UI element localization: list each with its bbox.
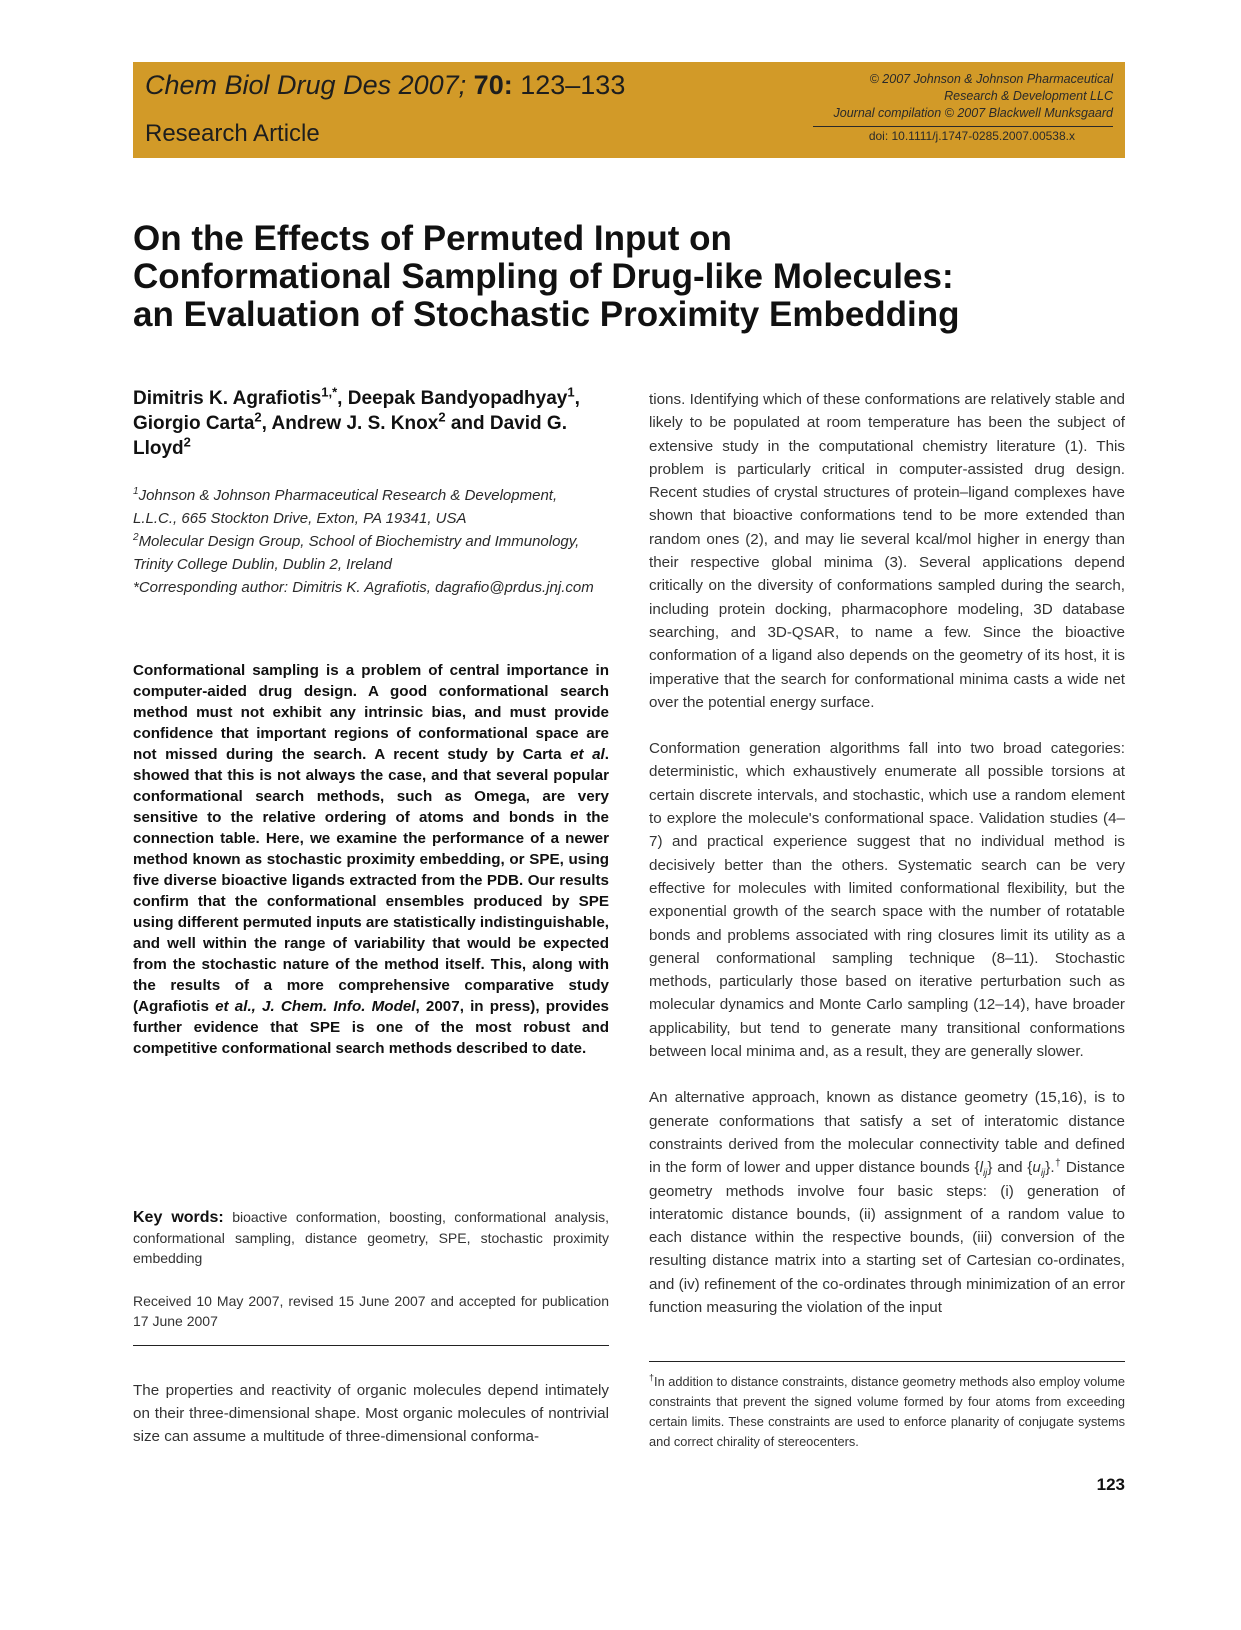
body-text: u: [1032, 1159, 1041, 1177]
journal-name: Chem Biol Drug Des 2007;: [145, 70, 467, 100]
author-name: David G. Lloyd: [133, 413, 567, 459]
affiliation: [133, 484, 603, 530]
body-paragraph: [649, 1086, 1125, 1319]
journal-citation: [145, 70, 625, 101]
author-affiliation-mark: 2: [254, 409, 262, 425]
keywords: [133, 1207, 609, 1268]
body-text: An alternative approach, known as distance geometry (15,16), is to generate conformations that satisfy a set of interatomic distance constraints derived from the molecular connectivity table and defined in the form of lower and upper distance bounds {: [649, 1089, 1125, 1177]
author-name: Dimitris K. Agrafiotis: [133, 388, 322, 409]
copyright-line: Journal compilation © 2007 Blackwell Munksgaard: [833, 106, 1113, 120]
author-affiliation-mark: 2: [183, 434, 191, 450]
abstract-text: et al: [570, 746, 605, 763]
article-type: Research Article: [145, 120, 320, 147]
affiliation-text: *Corresponding author: Dimitris K. Agrafiotis, dagrafio@prdus.jnj.com: [133, 579, 594, 596]
body-text: l: [979, 1159, 983, 1177]
title-line: an Evaluation of Stochastic Proximity Embedding: [133, 295, 960, 334]
received-dates: Received 10 May 2007, revised 15 June 2007 and accepted for publication 17 June 2007: [133, 1293, 609, 1329]
section-divider: [133, 1345, 609, 1346]
author-name: Giorgio Carta: [133, 413, 255, 434]
author-affiliation-mark: 1,*: [321, 384, 338, 400]
affiliations: [133, 484, 603, 599]
journal-volume: 70:: [473, 70, 513, 100]
footnote-divider: [649, 1361, 1125, 1362]
body-text: ij: [982, 1168, 988, 1180]
doi-link[interactable]: doi: 10.1111/j.1747-0285.2007.00538.x: [868, 129, 1075, 143]
abstract-text: , 2007, in press), provides further evidence that SPE is one of the most robust and competitive conformational search methods described to date.: [133, 998, 609, 1057]
body-text: Conformation generation algorithms fall into two broad categories: deterministic, which exhaustively enumerate all possible torsions at certain discrete intervals, and stochastic, which use a random element to explore the molecule's conformational space. Validation studies (4–7) and practical experience suggest that no individual method is decisively better than the others. Systematic search can be very effective for molecules with limited conformational flexibility, but the exponential growth of the search space with the number of rotatable bonds and problems associated with ring closures limit its utility as a general conformational sampling technique (8–11). Stochastic methods, particularly those based on iterative perturbation such as molecular dynamics and Monte Carlo sampling (12–14), have broader applicability, but tend to generate many transitional conformations between local minima and, as a result, they are generally slower.: [649, 740, 1125, 1061]
footnote-mark: †: [649, 1372, 655, 1383]
affiliation-text: Molecular Design Group, School of Biochemistry and Immunology, Trinity College Dublin, Dublin 2, Ireland: [133, 533, 580, 573]
abstract: [133, 660, 609, 1059]
affiliation: [133, 576, 603, 599]
body-text-right-column: [649, 388, 1125, 1342]
page-number: 123: [1096, 1475, 1125, 1494]
body-text: ij: [1040, 1168, 1046, 1180]
body-text: }.: [1045, 1159, 1055, 1177]
journal-pages: 123–133: [520, 70, 626, 100]
title-line: Conformational Sampling of Drug-like Molecules:: [133, 257, 954, 296]
author-separator: ,: [261, 413, 272, 434]
abstract-text: et al., J. Chem. Info. Model: [215, 998, 416, 1015]
abstract-text: Conformational sampling is a problem of central importance in computer-aided drug design. A good conformational search method must not exhibit any intrinsic bias, and must provide confidence that important regions of conformational space are not missed during the search. A recent study by Carta: [133, 662, 609, 763]
body-text: tions. Identifying which of these conformations are relatively stable and likely to be populated at room temperature has been the subject of extensive study in the computational chemistry literature (1). This problem is particularly critical in computer-assisted drug design. Recent studies of crystal structures of protein–ligand complexes have shown that bioactive conformations tend to be more extended than random ones (2), and may lie several kcal/mol higher in energy than their respective global minima (3). Several applications depend critically on the diversity of conformations sampled during the search, including protein docking, pharmacophore modeling, 3D database searching, and 3D-QSAR, to name a few. Since the bioactive conformation of a ligand also depends on the geometry of its host, it is imperative that the search for conformational minima casts a wide net over the potential energy surface.: [649, 391, 1125, 711]
body-paragraph: [649, 737, 1125, 1063]
keywords-label: Key words:: [133, 1209, 224, 1226]
affiliation-mark: 1: [133, 486, 139, 497]
author-separator: and: [445, 413, 490, 434]
intro-paragraph: The properties and reactivity of organic molecules depend intimately on their three-dimensional shape. Most organic molecules of nontrivial size can assume a multitude of three-dimensional conforma-: [133, 1382, 609, 1445]
author-name: Deepak Bandyopadhyay: [347, 388, 568, 409]
abstract-text: . showed that this is not always the case, and that several popular conformational search methods, such as Omega, are very sensitive to the relative ordering of atoms and bonds in the connection table. Here, we examine the performance of a newer method known as stochastic proximity embedding, or SPE, using five diverse bioactive ligands extracted from the PDB. Our results confirm that the conformational ensembles produced by SPE using different permuted inputs are statistically indistinguishable, and well within the range of variability that would be expected from the stochastic nature of the method itself. This, along with the results of a more comprehensive comparative study (Agrafiotis: [133, 746, 610, 1015]
copyright-notice: [783, 71, 1113, 122]
body-paragraph: [649, 388, 1125, 714]
author-list: [133, 386, 603, 461]
author-affiliation-mark: 2: [438, 409, 446, 425]
affiliation: [133, 530, 603, 576]
keywords-text: bioactive conformation, boosting, conformational analysis, conformational sampling, distance geometry, SPE, stochastic proximity embedding: [133, 1209, 610, 1266]
author-name: Andrew J. S. Knox: [271, 413, 439, 434]
body-text: †: [1054, 1158, 1062, 1170]
affiliation-mark: 2: [133, 532, 139, 543]
title-line: On the Effects of Permuted Input on: [133, 219, 732, 258]
article-title: [133, 220, 1133, 334]
copyright-line: Research & Development LLC: [944, 89, 1113, 103]
doi-divider: [813, 126, 1113, 127]
author-separator: ,: [574, 388, 580, 409]
body-text: Distance geometry methods involve four basic steps: (i) generation of interatomic distance bounds, (ii) assignment of a random value to each distance within the respective bounds, (iii) conversion of the resulting distance matrix into a starting set of Cartesian co-ordinates, and (iv) refinement of the co-ordinates through minimization of an error function measuring the violation of the input: [649, 1159, 1125, 1316]
copyright-line: © 2007 Johnson & Johnson Pharmaceutical: [869, 72, 1113, 86]
author-separator: ,: [337, 388, 348, 409]
author-affiliation-mark: 1: [567, 384, 575, 400]
affiliation-text: Johnson & Johnson Pharmaceutical Research & Development, L.L.C., 665 Stockton Drive, Exton, PA 19341, USA: [133, 487, 558, 527]
footnote: [649, 1372, 1125, 1452]
body-text: } and {: [987, 1159, 1033, 1177]
journal-banner: [133, 62, 1125, 158]
footnote-text: In addition to distance constraints, distance geometry methods also employ volume constraints that prevent the signed volume formed by four atoms from exceeding certain limits. These constraints are used to enforce planarity of conjugate systems and correct chirality of stereocenters.: [649, 1374, 1125, 1449]
